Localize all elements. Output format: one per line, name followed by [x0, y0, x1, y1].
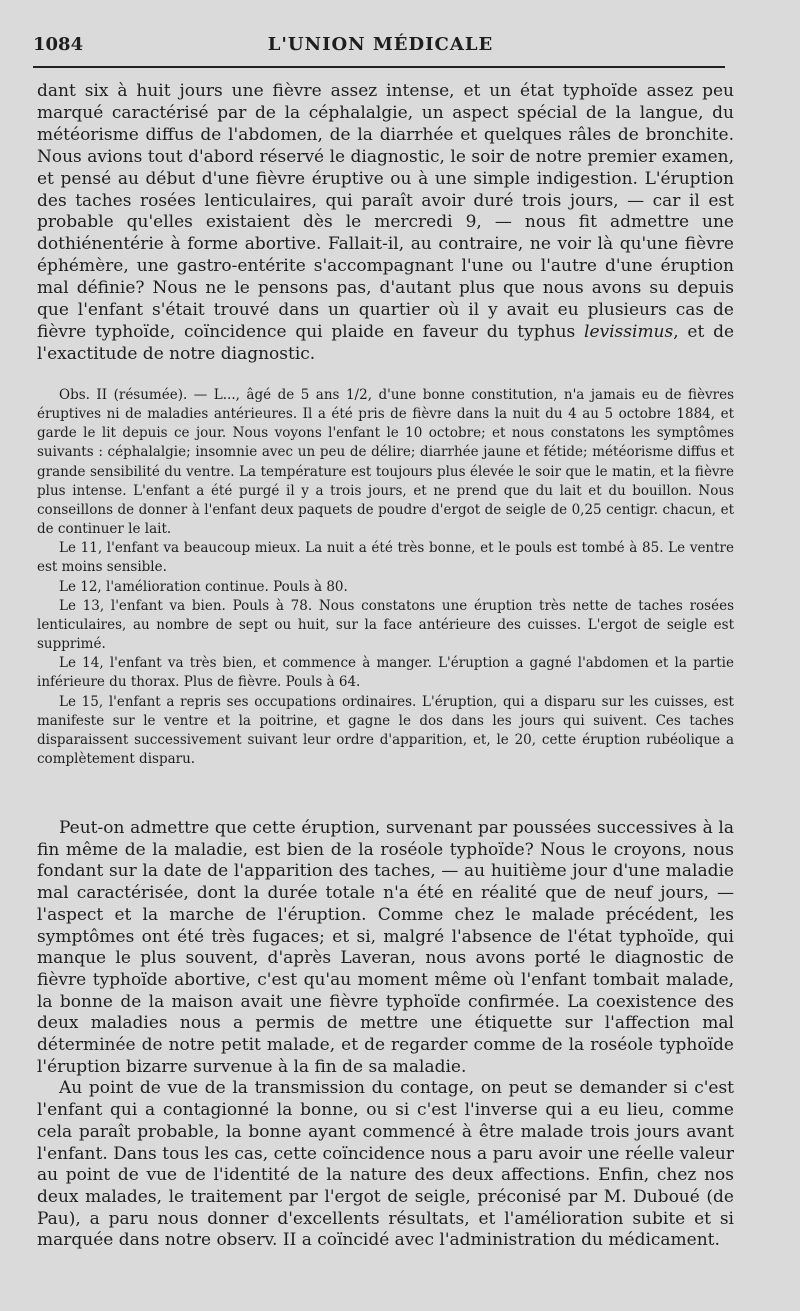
page-header [33, 34, 728, 60]
journal-title: L'UNION MÉDICALE [267, 34, 494, 55]
discussion-block [37, 818, 734, 1252]
observation-paragraph: Le 13, l'enfant va bien. Pouls à 78. Nous constatons une éruption très nette de taches rosées lenticulaires, au nombre de sept ou huit, sur la face antérieure des cuisses. L'ergot de seigle est supprimé. [37, 597, 734, 653]
discussion-paragraph: Peut-on admettre que cette éruption, survenant par poussées successives à la fin même de la maladie, est bien de la roséole typhoïde? Nous le croyons, nous fondant sur la date de l'apparition des taches, — au huitième jour d'une maladie mal caractérisée, dont la durée totale n'a été en réalité que de neuf jours, — l'aspect et la marche de l'éruption. Comme chez le malade précédent, les symptômes ont été très fugaces; et si, malgré l'absence de l'état typhoïde, qui manque le plus souvent, d'après Laveran, nous avons porté le diagnostic de fièvre typhoïde abortive, c'est qu'au moment même où l'enfant tombait malade, la bonne de la maison avait une fièvre typhoïde confirmée. La coexistence des deux maladies nous a permis de mettre une étiquette sur l'affection mal déterminée de notre petit malade, et de regarder comme de la roséole typhoïde l'éruption bizarre survenue à la fin de sa maladie. [37, 818, 734, 1077]
observation-paragraph: Le 14, l'enfant va très bien, et commence à manger. L'éruption a gagné l'abdomen et la partie inférieure du thorax. Plus de fièvre. Pouls à 64. [37, 655, 734, 691]
discussion-paragraph: Au point de vue de la transmission du contage, on peut se demander si c'est l'enfant qui a contagionné la bonne, ou si c'est l'inverse qui a eu lieu, comme cela paraît probable, la bonne ayant commencé à être malade trois jours avant l'enfant. Dans tous les cas, cette coïncidence nous a paru avoir une réelle valeur au point de vue de l'identité de la nature des deux affections. Enfin, chez nos deux malades, le traitement par l'ergot de seigle, préconisé par M. Duboué (de Pau), a paru nous donner d'excellents résultats, et l'amélioration subite et si marquée dans notre observ. II a coïncidé avec l'administration du médicament. [37, 1078, 734, 1251]
observation-paragraph: Le 15, l'enfant a repris ses occupations ordinaires. L'éruption, qui a disparu sur les cuisses, est manifeste sur le ventre et la poitrine, et gagne le dos dans les jours qui suivent. Ces taches disparaissent successivement suivant leur ordre d'apparition, et, le 20, cette éruption rubéolique a complètement disparu. [37, 693, 734, 767]
intro-text: dant six à huit jours une fièvre assez intense, et un état typhoïde assez peu marqué caractérisé par de la céphalalgie, un aspect spécial de la langue, du météorisme diffus de l'abdomen, de la diarrhée et quelques râles de bronchite. Nous avions tout d'abord réservé le diagnostic, le soir de notre premier examen, et pensé au début d'une fièvre éruptive ou à une simple indigestion. L'éruption des taches rosées lenticulaires, qui paraît avoir duré trois jours, — car il est probable qu'elles existaient dès le mercredi 9, — nous fit admettre une dothiénentérie à forme abortive. Fallait-il, au contraire, ne voir là qu'une fièvre éphémère, une gastro-entérite s'accompagnant l'une ou l'autre d'une éruption mal définie? Nous ne le pensons pas, d'autant plus que nous avons su depuis que l'enfant s'était trouvé dans un quartier où il y avait eu plusieurs cas de fièvre typhoïde, coïncidence qui plaide en faveur du typhus [37, 81, 734, 342]
header-rule [33, 66, 725, 68]
page-number: 1084 [33, 34, 84, 55]
intro-italic: levissimus [584, 321, 674, 342]
observation-paragraph: Le 11, l'enfant va beaucoup mieux. La nuit a été très bonne, et le pouls est tombé à 85. Le ventre est moins sensible. [37, 540, 734, 576]
observation-paragraph: Obs. II (résumée). — L..., âgé de 5 ans 1/2, d'une bonne constitution, n'a jamais eu de fièvres éruptives ni de maladies antérieures. Il a été pris de fièvre dans la nuit du 4 au 5 octobre 1884, et garde le lit depuis ce jour. Nous voyons l'enfant le 10 octobre; et nous constatons les symptômes suivants : céphalalgie; insomnie avec un peu de délire; diarrhée jaune et fétide; météorisme diffus et grande sensibilité du ventre. La température est toujours plus élevée le soir que le matin, et la fièvre plus intense. L'enfant a été purgé il y a trois jours, et ne prend que du lait et du bouillon. Nous conseillons de donner à l'enfant deux paquets de poudre d'ergot de seigle de 0,25 centigr. chacun, et de continuer le lait. [37, 387, 734, 538]
observation-block [37, 386, 734, 769]
observation-paragraph: Le 12, l'amélioration continue. Pouls à 80. [59, 578, 348, 595]
intro-paragraph [37, 81, 734, 366]
intro-end: , et de l'exactitude de notre diagnostic. [37, 321, 735, 364]
